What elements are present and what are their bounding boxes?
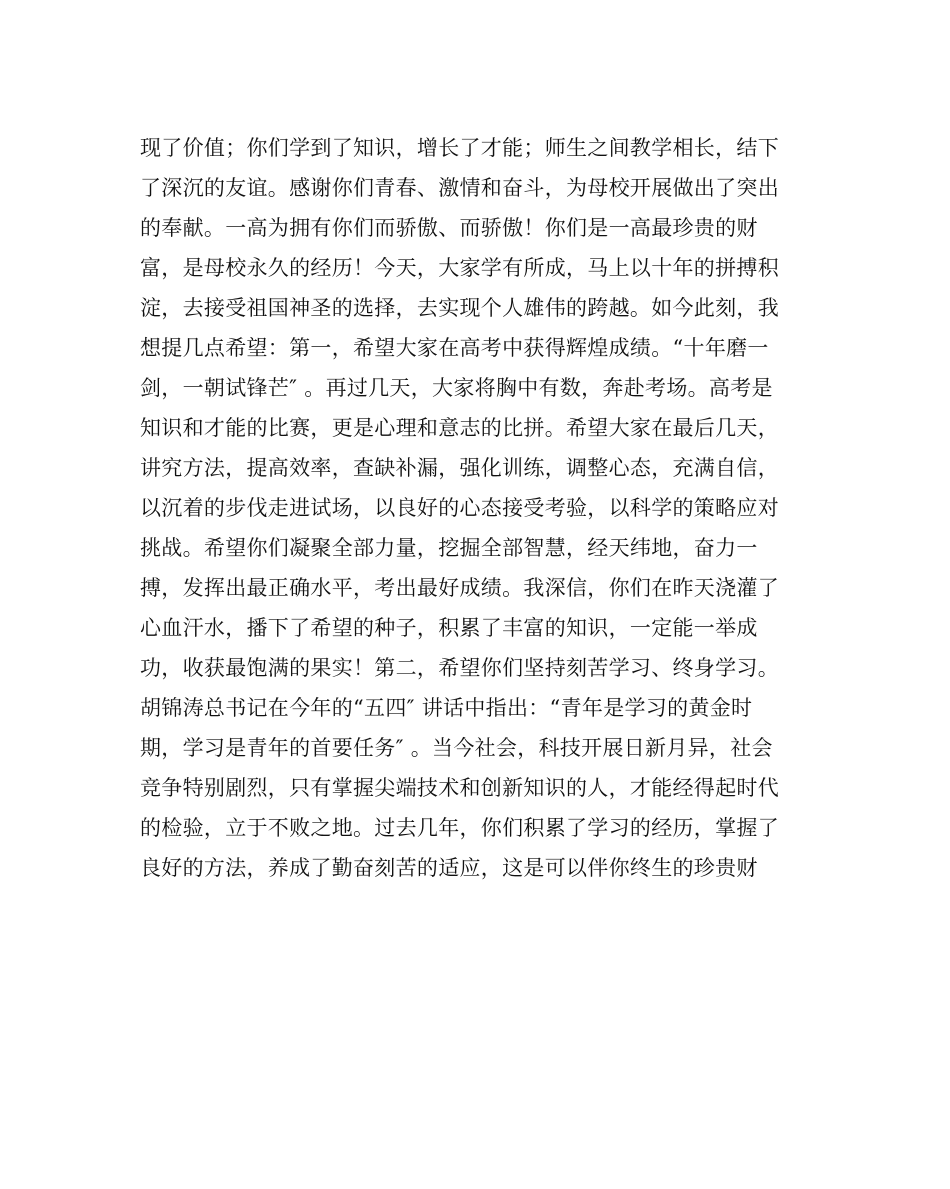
text-line: 的检验，立于不败之地。过去几年，你们积累了学习的经历，掌握了 — [140, 816, 779, 840]
text-line: 良好的方法，养成了勤奋刻苦的适应，这是可以伴你终生的珍贵财 — [140, 856, 758, 880]
text-line: 的奉献。一高为拥有你们而骄傲、而骄傲！你们是一高最珍贵的财 — [140, 216, 758, 240]
body-text — [140, 128, 810, 888]
text-line: 想提几点希望：第一，希望大家在高考中获得辉煌成绩。“十年磨一 — [140, 336, 769, 360]
text-line: 富，是母校永久的经历！今天，大家学有所成，马上以十年的拼搏积 — [140, 256, 779, 280]
text-line: 搏，发挥出最正确水平，考出最好成绩。我深信，你们在昨天浇灌了 — [140, 576, 779, 600]
text-line: 剑，一朝试锋芒″ 。再过几天，大家将胸中有数，奔赴考场。高考是 — [140, 376, 773, 400]
text-line: 讲究方法，提高效率，查缺补漏，强化训练，调整心态，充满自信， — [140, 456, 779, 480]
text-line: 竞争特别剧烈，只有掌握尖端技术和创新知识的人，才能经得起时代 — [140, 776, 779, 800]
text-line: 现了价值；你们学到了知识，增长了才能；师生之间教学相长，结下 — [140, 136, 779, 160]
text-line: 期，学习是青年的首要任务″ 。当今社会，科技开展日新月异，社会 — [140, 736, 773, 760]
text-line: 挑战。希望你们凝聚全部力量，挖掘全部智慧，经天纬地，奋力一 — [140, 536, 758, 560]
text-line: 淀，去接受祖国神圣的选择，去实现个人雄伟的跨越。如今此刻，我 — [140, 296, 779, 320]
text-line: 以沉着的步伐走进试场，以良好的心态接受考验，以科学的策略应对 — [140, 496, 779, 520]
text-line: 功，收获最饱满的果实！第二，希望你们坚持刻苦学习、终身学习。 — [140, 656, 779, 680]
text-line: 心血汗水，播下了希望的种子，积累了丰富的知识，一定能一举成 — [140, 616, 758, 640]
text-line: 知识和才能的比赛，更是心理和意志的比拼。希望大家在最后几天， — [140, 416, 779, 440]
text-line: 胡锦涛总书记在今年的“五四″ 讲话中指出：“青年是学习的黄金时 — [140, 696, 753, 720]
text-line: 了深沉的友谊。感谢你们青春、激情和奋斗，为母校开展做出了突出 — [140, 176, 779, 200]
